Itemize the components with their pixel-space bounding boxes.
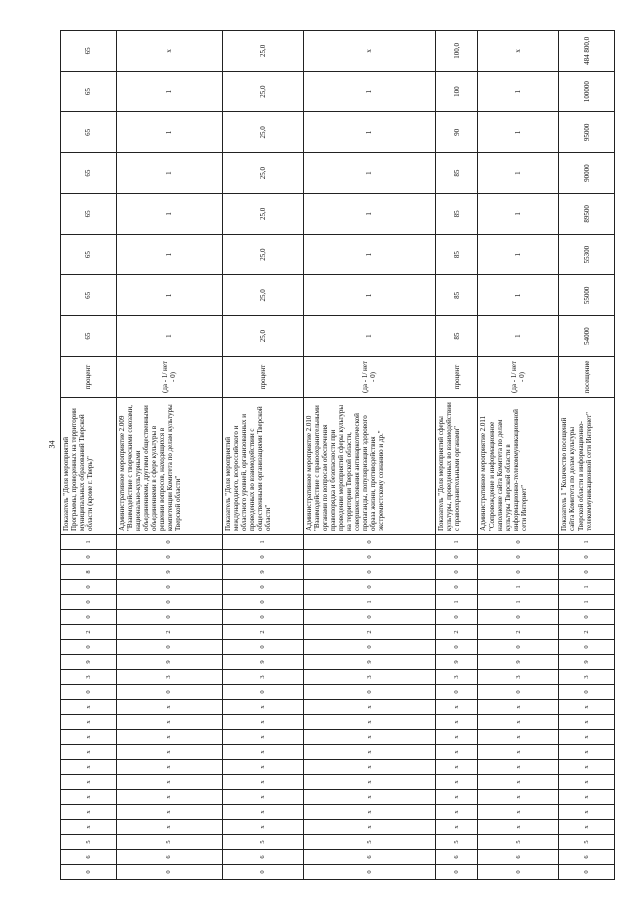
code-digit: 0	[222, 595, 303, 610]
row-value: 85	[435, 194, 478, 235]
code-digit: 1	[435, 595, 478, 610]
code-digit: 0	[478, 550, 559, 565]
row-value: 25,0	[222, 31, 303, 72]
row-name: Административное мероприятие 2.009 "Взаимодействие с творческими союзами, национально-культурными объединениями, другими общественными объединениями в сфере культуры в решении вопросов, находящихся в компетенции Комитета по делам культуры Тверской области"	[116, 398, 222, 535]
table-row	[222, 31, 303, 880]
code-digit: x	[303, 805, 435, 820]
row-value: 65	[61, 153, 117, 194]
row-unit: (да - 1/ нет - 0)	[116, 357, 222, 398]
code-digit: 0	[478, 685, 559, 700]
row-name: Административное мероприятие 2.011 "Сопровождение и информационное наполнение сайта Комитета по делам культуры Тверской области в информационно-телекоммуникационной сети Интернет"	[478, 398, 559, 535]
row-value: 85	[435, 275, 478, 316]
code-digit: x	[435, 760, 478, 775]
code-digit: x	[222, 775, 303, 790]
code-digit: x	[559, 805, 615, 820]
code-digit: x	[435, 820, 478, 835]
row-value: 25,0	[222, 194, 303, 235]
row-value: x	[478, 31, 559, 72]
row-value: 100	[435, 71, 478, 112]
code-digit: x	[222, 715, 303, 730]
row-value: 1	[116, 234, 222, 275]
code-digit: x	[116, 775, 222, 790]
code-digit: 0	[61, 865, 117, 880]
code-digit: 9	[116, 655, 222, 670]
code-digit: x	[303, 760, 435, 775]
code-digit: 0	[222, 580, 303, 595]
code-digit: x	[303, 700, 435, 715]
row-unit: процент	[61, 357, 117, 398]
code-digit: x	[478, 745, 559, 760]
row-value: 1	[303, 316, 435, 357]
code-digit: x	[222, 790, 303, 805]
code-digit: 9	[559, 655, 615, 670]
code-digit: x	[559, 745, 615, 760]
code-digit: x	[222, 745, 303, 760]
code-digit: x	[222, 820, 303, 835]
code-digit: 0	[116, 580, 222, 595]
table-row	[559, 31, 615, 880]
row-value: 25,0	[222, 234, 303, 275]
program-table-sheet	[60, 30, 615, 880]
code-digit: 0	[478, 565, 559, 580]
code-digit: 5	[559, 835, 615, 850]
code-digit: 1	[559, 535, 615, 550]
code-digit: 0	[303, 550, 435, 565]
code-digit: 0	[116, 865, 222, 880]
code-digit: x	[478, 730, 559, 745]
row-value: 65	[61, 112, 117, 153]
code-digit: 0	[61, 550, 117, 565]
row-value: 100000	[559, 71, 615, 112]
row-value: 25,0	[222, 275, 303, 316]
code-digit: x	[478, 820, 559, 835]
program-table	[60, 30, 615, 880]
code-digit: x	[435, 805, 478, 820]
code-digit: 0	[222, 640, 303, 655]
code-digit: 8	[61, 565, 117, 580]
code-digit: x	[116, 715, 222, 730]
code-digit: 5	[116, 835, 222, 850]
code-digit: x	[435, 745, 478, 760]
code-digit: 0	[559, 565, 615, 580]
code-digit: 0	[303, 685, 435, 700]
code-digit: x	[478, 760, 559, 775]
code-digit: 2	[559, 625, 615, 640]
code-digit: 5	[222, 835, 303, 850]
code-digit: 1	[222, 535, 303, 550]
code-digit: x	[61, 715, 117, 730]
code-digit: 0	[559, 865, 615, 880]
row-value: 1	[303, 275, 435, 316]
code-digit: x	[222, 760, 303, 775]
code-digit: x	[61, 730, 117, 745]
code-digit: 0	[303, 865, 435, 880]
row-value: 1	[478, 153, 559, 194]
code-digit: x	[435, 790, 478, 805]
code-digit: 0	[61, 595, 117, 610]
row-name: Показатель 1 "Количество посещений сайта Комитета по делам культуры Тверской области в информационно-телекоммуникационной сети Интернет"	[559, 398, 615, 535]
code-digit: x	[559, 715, 615, 730]
code-digit: 0	[435, 580, 478, 595]
code-digit: 2	[116, 625, 222, 640]
code-digit: x	[303, 820, 435, 835]
row-value: 55300	[559, 234, 615, 275]
row-name: Показатель "Доля мероприятий Программы, проведенных на территории муниципальных образований Тверской области (кроме г. Тверь)"	[61, 398, 117, 535]
code-digit: 0	[116, 610, 222, 625]
table-row	[303, 31, 435, 880]
row-value: 65	[61, 31, 117, 72]
row-value: 1	[116, 71, 222, 112]
code-digit: 0	[559, 610, 615, 625]
code-digit: 0	[222, 685, 303, 700]
row-value: x	[116, 31, 222, 72]
row-value: 25,0	[222, 71, 303, 112]
code-digit: 1	[435, 535, 478, 550]
row-value: 65	[61, 316, 117, 357]
code-digit: x	[559, 775, 615, 790]
code-digit: 9	[478, 655, 559, 670]
row-unit: (да - 1/ нет - 0)	[303, 357, 435, 398]
code-digit: 0	[303, 580, 435, 595]
row-value: 484 800,0	[559, 31, 615, 72]
row-value: 1	[478, 194, 559, 235]
code-digit: 1	[61, 535, 117, 550]
code-digit: 0	[559, 685, 615, 700]
code-digit: x	[559, 820, 615, 835]
code-digit: x	[222, 805, 303, 820]
row-value: 1	[116, 194, 222, 235]
row-value: 85	[435, 316, 478, 357]
row-value: 85	[435, 234, 478, 275]
code-digit: 3	[116, 670, 222, 685]
code-digit: 9	[435, 655, 478, 670]
row-value: 1	[116, 316, 222, 357]
code-digit: x	[478, 700, 559, 715]
row-value: 25,0	[222, 112, 303, 153]
code-digit: 6	[222, 850, 303, 865]
code-digit: 0	[478, 640, 559, 655]
code-digit: x	[61, 790, 117, 805]
code-digit: 0	[435, 685, 478, 700]
page-number: 34	[47, 440, 57, 449]
code-digit: x	[303, 775, 435, 790]
code-digit: 0	[222, 865, 303, 880]
code-digit: 0	[559, 550, 615, 565]
row-value: 54000	[559, 316, 615, 357]
code-digit: x	[61, 775, 117, 790]
code-digit: x	[116, 805, 222, 820]
row-value: x	[303, 31, 435, 72]
code-digit: 9	[61, 655, 117, 670]
row-name: Показатель "Доля мероприятий сферы культуры, проведенных во взаимодействии с правоохранительными органами"	[435, 398, 478, 535]
row-value: 1	[478, 275, 559, 316]
code-digit: 2	[478, 625, 559, 640]
code-digit: 0	[303, 535, 435, 550]
code-digit: 0	[61, 580, 117, 595]
code-digit: 3	[478, 670, 559, 685]
row-value: 1	[303, 153, 435, 194]
code-digit: x	[116, 745, 222, 760]
row-unit: (да - 1/ нет - 0)	[478, 357, 559, 398]
code-digit: x	[435, 715, 478, 730]
code-digit: 0	[303, 610, 435, 625]
code-digit: x	[222, 730, 303, 745]
row-value: 95000	[559, 112, 615, 153]
code-digit: 0	[61, 640, 117, 655]
code-digit: 0	[478, 535, 559, 550]
code-digit: x	[559, 730, 615, 745]
code-digit: 0	[61, 685, 117, 700]
code-digit: 6	[559, 850, 615, 865]
code-digit: 1	[559, 580, 615, 595]
code-digit: 5	[478, 835, 559, 850]
code-digit: 0	[303, 565, 435, 580]
code-digit: 0	[435, 865, 478, 880]
code-digit: x	[478, 805, 559, 820]
row-value: 65	[61, 194, 117, 235]
row-value: 65	[61, 275, 117, 316]
code-digit: 2	[222, 625, 303, 640]
code-digit: x	[116, 730, 222, 745]
code-digit: 6	[478, 850, 559, 865]
code-digit: 0	[559, 640, 615, 655]
code-digit: x	[478, 715, 559, 730]
row-value: 25,0	[222, 316, 303, 357]
code-digit: 0	[478, 610, 559, 625]
code-digit: 1	[478, 595, 559, 610]
code-digit: 0	[435, 640, 478, 655]
code-digit: x	[116, 820, 222, 835]
code-digit: 0	[116, 550, 222, 565]
code-digit: 1	[559, 595, 615, 610]
row-unit: процент	[435, 357, 478, 398]
code-digit: 0	[222, 610, 303, 625]
code-digit: x	[559, 700, 615, 715]
row-name: Показатель "Доля мероприятий международного, всероссийского и областного уровней, организованных и проведенных во взаимодействии с общественными организациями Тверской области"	[222, 398, 303, 535]
code-digit: 6	[61, 850, 117, 865]
code-digit: 3	[435, 670, 478, 685]
row-value: 65	[61, 234, 117, 275]
table-row	[478, 31, 559, 880]
row-value: 90000	[559, 153, 615, 194]
row-unit: процент	[222, 357, 303, 398]
code-digit: 0	[116, 640, 222, 655]
code-digit: 6	[116, 850, 222, 865]
code-digit: 2	[61, 625, 117, 640]
code-digit: x	[303, 745, 435, 760]
code-digit: 3	[559, 670, 615, 685]
code-digit: 3	[222, 670, 303, 685]
code-digit: 1	[478, 580, 559, 595]
row-value: 1	[478, 112, 559, 153]
code-digit: x	[478, 790, 559, 805]
code-digit: x	[61, 820, 117, 835]
code-digit: x	[61, 745, 117, 760]
code-digit: 1	[303, 595, 435, 610]
code-digit: 3	[303, 670, 435, 685]
table-row	[435, 31, 478, 880]
row-value: 100,0	[435, 31, 478, 72]
code-digit: 0	[116, 685, 222, 700]
code-digit: 2	[303, 625, 435, 640]
row-value: 1	[116, 275, 222, 316]
code-digit: 3	[61, 670, 117, 685]
code-digit: 6	[435, 850, 478, 865]
row-value: 65	[61, 71, 117, 112]
code-digit: x	[61, 805, 117, 820]
code-digit: x	[559, 760, 615, 775]
code-digit: 9	[116, 565, 222, 580]
code-digit: x	[61, 760, 117, 775]
row-value: 25,0	[222, 153, 303, 194]
code-digit: 5	[303, 835, 435, 850]
row-name: Административное мероприятие 2.010 "Взаимодействие с правоохранительными органами по вопросам обеспечения правопорядка и безопасности при проведении мероприятий сферы культуры на территории Тверской области, совершенствования антинаркотической пропаганды, популяризации здорового образа жизни, противодействия экстремистскому сознанию и др."	[303, 398, 435, 535]
row-value: 1	[303, 234, 435, 275]
code-digit: 9	[222, 565, 303, 580]
code-digit: x	[303, 790, 435, 805]
row-value: 89500	[559, 194, 615, 235]
code-digit: x	[559, 790, 615, 805]
row-value: 85	[435, 153, 478, 194]
code-digit: 0	[222, 550, 303, 565]
code-digit: 0	[478, 865, 559, 880]
code-digit: 5	[435, 835, 478, 850]
row-value: 1	[478, 71, 559, 112]
row-value: 1	[478, 316, 559, 357]
code-digit: 0	[435, 550, 478, 565]
code-digit: x	[222, 700, 303, 715]
code-digit: x	[116, 760, 222, 775]
code-digit: x	[116, 700, 222, 715]
code-digit: x	[435, 730, 478, 745]
row-value: 1	[303, 112, 435, 153]
code-digit: 0	[116, 595, 222, 610]
code-digit: x	[116, 790, 222, 805]
row-value: 1	[303, 71, 435, 112]
code-digit: 5	[61, 835, 117, 850]
code-digit: x	[478, 775, 559, 790]
code-digit: 0	[116, 535, 222, 550]
row-value: 1	[116, 153, 222, 194]
code-digit: 2	[435, 625, 478, 640]
code-digit: x	[303, 715, 435, 730]
code-digit: x	[435, 700, 478, 715]
row-value: 1	[478, 234, 559, 275]
code-digit: 0	[61, 610, 117, 625]
row-value: 1	[303, 194, 435, 235]
code-digit: 0	[435, 610, 478, 625]
code-digit: x	[303, 730, 435, 745]
table-row	[116, 31, 222, 880]
row-value: 1	[116, 112, 222, 153]
code-digit: 6	[303, 850, 435, 865]
code-digit: 0	[303, 640, 435, 655]
table-row	[61, 31, 117, 880]
code-digit: 9	[303, 655, 435, 670]
row-value: 90	[435, 112, 478, 153]
code-digit: x	[435, 775, 478, 790]
code-digit: 0	[435, 565, 478, 580]
row-value: 55000	[559, 275, 615, 316]
code-digit: 9	[222, 655, 303, 670]
row-unit: посещение	[559, 357, 615, 398]
code-digit: x	[61, 700, 117, 715]
